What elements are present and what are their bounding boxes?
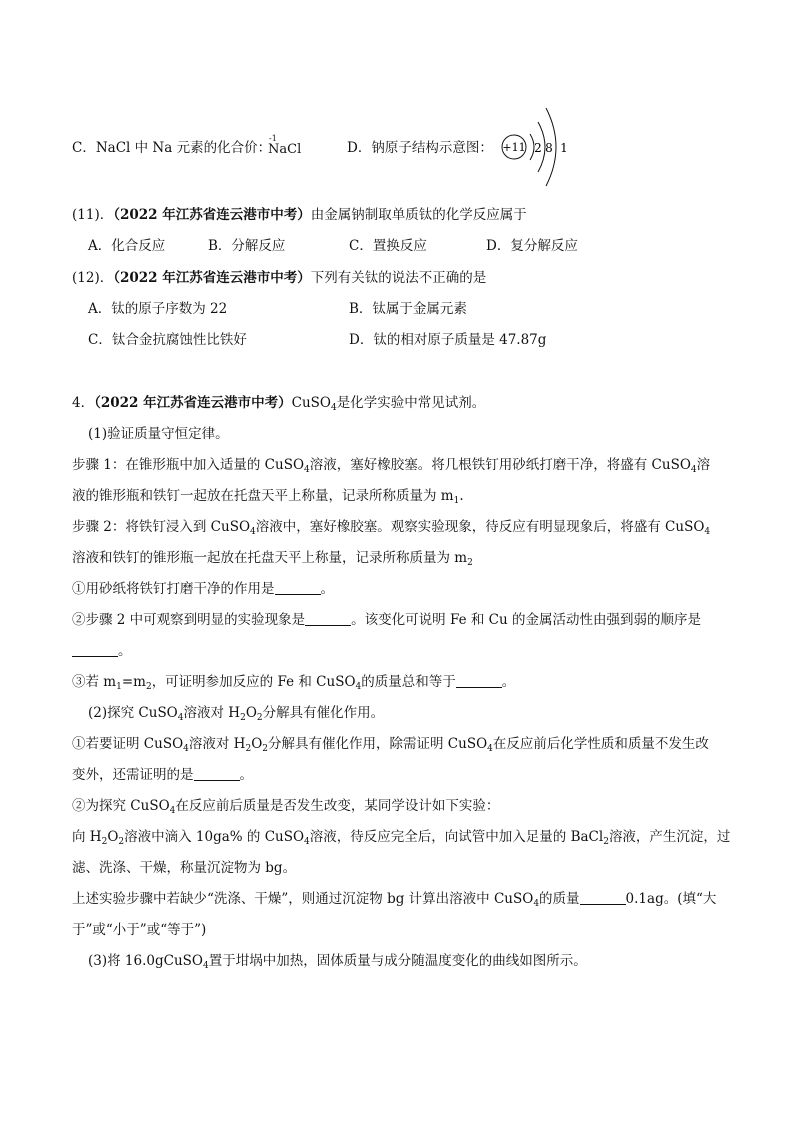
option-c-text: C．NaCl 中 Na 元素的化合价： (72, 140, 272, 156)
atom-shell-2-count: 8 (545, 141, 553, 155)
answer-blank[interactable] (456, 673, 502, 688)
sodium-atom-diagram (494, 100, 584, 195)
subquestion-2-1-cont: 变外，还需证明的是 。 (72, 767, 253, 783)
question-11: (11)．（2022 年江苏省连云港市中考）由金属钠制取单质钛的化学反应属于 (72, 207, 527, 223)
question-4: 4．（2022 年江苏省连云港市中考）CuSO$_4$是化学实验中常见试剂。 (72, 395, 486, 413)
answer-blank[interactable] (194, 766, 240, 781)
question-12-options-row1 (0, 299, 794, 319)
subquestion-1-2: ②步骤 2 中可观察到明显的实验现象是 。该变化可说明 Fe 和 Cu 的金属活动性由强到弱的顺序是 (72, 612, 701, 628)
question-stem: 由金属钠制取单质钛的化学反应属于 (310, 207, 527, 223)
part-2-heading: (2)探究 CuSO$_4$溶液对 $H_2O_2$分解具有催化作用。 (88, 705, 385, 723)
option-c-nacl (72, 138, 271, 158)
subquestion-1-3: ③若 $m_1=m_2$，可证明参加反应的 Fe 和 CuSO$_4$的质量总和等于 。 (72, 674, 516, 692)
q11-option-a[interactable]: A．化合反应 (88, 238, 166, 254)
experiment-line-2: 滤、洗涤、干燥，称量沉淀物为 bg。 (72, 860, 297, 876)
part-3-heading: (3)将 16.0gCuSO$_4$置于坩埚中加热，固体质量与成分随温度变化的曲线如图所示。 (88, 953, 587, 971)
subquestion-2-3: 上述实验步骤中若缺少“洗涤、干燥”，则通过沉淀物 bg 计算出溶液中 CuSO$_4$的质量 0.1ag。(填“大 (72, 891, 717, 909)
step-1-line-2: 液的锥形瓶和铁钉一起放在托盘天平上称量，记录所称质量为 $m_1$. (72, 488, 464, 506)
q11-option-d[interactable]: D．复分解反应 (486, 238, 578, 254)
nacl-formula: NaCl (268, 142, 302, 157)
question-12-options-row2 (0, 330, 794, 350)
question-11-options (0, 236, 794, 256)
question-source: （2022 年江苏省连云港市中考） (113, 207, 311, 223)
option-d-text: D．钠原子结构示意图： (347, 140, 493, 156)
q12-option-c[interactable]: C．钛合金抗腐蚀性比铁好 (88, 332, 247, 348)
question-source: （2022 年江苏省连云港市中考） (113, 270, 311, 286)
q11-option-b[interactable]: B．分解反应 (208, 238, 286, 254)
answer-blank[interactable] (275, 580, 321, 595)
step-2-line-2: 溶液和铁钉的锥形瓶一起放在托盘天平上称量，记录所称质量为 $m_2$ (72, 550, 473, 568)
question-stem: 下列有关钛的说法不正确的是 (310, 270, 487, 286)
question-source: （2022 年江苏省连云港市中考） (94, 395, 292, 411)
q12-option-a[interactable]: A．钛的原子序数为 22 (88, 301, 228, 317)
part-1-heading: (1)验证质量守恒定律。 (88, 426, 229, 442)
atom-nucleus-label: +11 (502, 141, 526, 154)
experiment-line-1: 向 $H_2O_2$溶液中滴入 10ga% 的 CuSO$_4$溶液，待反应完全后，向试管中加入足量的 BaCl$_2$溶液，产生沉淀，过 (72, 829, 731, 847)
step-2-line-1: 步骤 2：将铁钉浸入到 CuSO$_4$溶液中，塞好橡胶塞。观察实验现象，待反应有明显现象后，将盛有 CuSO$_4$ (72, 519, 711, 537)
valence-superscript: -1 (269, 134, 277, 143)
option-d-atom (347, 138, 493, 158)
answer-blank[interactable] (580, 890, 626, 905)
subquestion-2-3-cont: 于”或“小于”或“等于”) (72, 922, 207, 938)
subquestion-2-1: ①若要证明 CuSO$_4$溶液对 $H_2O_2$分解具有催化作用，除需证明 CuSO$_4$在反应前后化学性质和质量不发生改 (72, 736, 709, 754)
q12-option-b[interactable]: B．钛属于金属元素 (349, 301, 467, 317)
nacl-valence-formula (268, 134, 301, 157)
step-1-line-1: 步骤 1：在锥形瓶中加入适量的 CuSO$_4$溶液，塞好橡胶塞。将几根铁钉用砂纸打磨干净，将盛有 CuSO$_4$溶 (72, 457, 711, 475)
subquestion-1-1: ①用砂纸将铁钉打磨干净的作用是 。 (72, 581, 334, 597)
atom-shell-1-count: 2 (534, 141, 542, 155)
answer-blank[interactable] (72, 642, 118, 657)
subquestion-2-2: ②为探究 CuSO$_4$在反应前后质量是否发生改变，某同学设计如下实验： (72, 798, 500, 816)
question-12: (12)．（2022 年江苏省连云港市中考）下列有关钛的说法不正确的是 (72, 270, 487, 286)
subquestion-1-2-cont: 。 (72, 641, 132, 661)
q11-option-c[interactable]: C．置换反应 (349, 238, 427, 254)
q12-option-d[interactable]: D．钛的相对原子质量是 47.87g (349, 332, 547, 348)
atom-shell-3-count: 1 (560, 141, 568, 155)
answer-blank[interactable] (305, 611, 351, 626)
